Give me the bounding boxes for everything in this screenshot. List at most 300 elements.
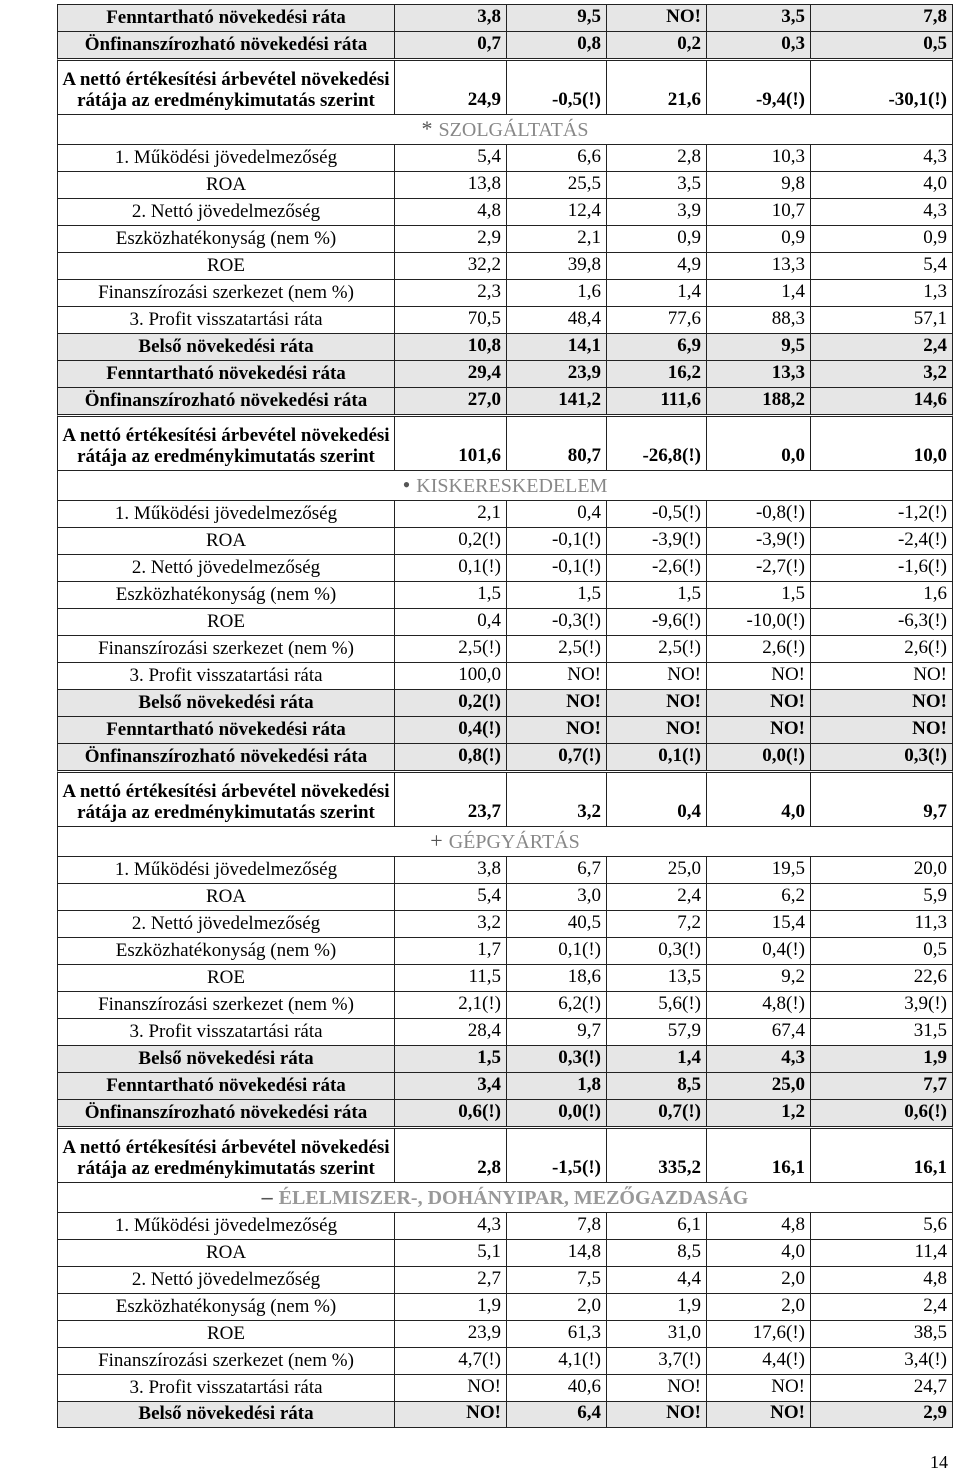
table-row <box>57 1401 953 1428</box>
section-title: GÉPGYÁRTÁS <box>448 831 580 853</box>
value-cell: 0,0(!) <box>506 1100 606 1126</box>
value-cell: 6,4 <box>506 1402 606 1427</box>
section-bullet-icon: + <box>430 828 443 853</box>
value-cell: 1,2 <box>706 1100 810 1126</box>
table-row <box>57 500 953 527</box>
value-cell: NO! <box>606 1375 706 1401</box>
value-cell: 1,6 <box>506 280 606 306</box>
value-cell: 23,9 <box>394 1321 506 1347</box>
value-cell: 16,1 <box>810 1129 952 1182</box>
value-cell: 4,8 <box>810 1267 952 1293</box>
value-cell: 4,3 <box>810 145 952 171</box>
row-label: 1. Működési jövedelmezőség <box>114 147 338 168</box>
value-cell: 20,0 <box>810 857 952 883</box>
table-row <box>57 333 953 360</box>
ratio-table <box>57 4 953 1428</box>
value-cell: 1,7 <box>394 938 506 964</box>
value-cell: 0,5 <box>810 32 952 58</box>
value-cell: 11,4 <box>810 1240 952 1266</box>
value-cell: 9,7 <box>810 773 952 826</box>
value-cell: 88,3 <box>706 307 810 333</box>
value-cell: NO! <box>394 1402 506 1427</box>
row-label-line: rátája az eredménykimutatás szerint <box>77 446 375 467</box>
value-cell: NO! <box>606 5 706 31</box>
table-row <box>57 608 953 635</box>
value-cell: 1,8 <box>506 1073 606 1099</box>
section-title: ÉLELMISZER-, DOHÁNYIPAR, MEZŐGAZDASÁG <box>278 1187 749 1209</box>
value-cell: 0,4 <box>506 501 606 527</box>
table-row <box>57 856 953 883</box>
value-cell: 7,7 <box>810 1073 952 1099</box>
value-cell: 2,0 <box>506 1294 606 1320</box>
value-cell: 3,9 <box>606 199 706 225</box>
value-cell: 3,5 <box>606 172 706 198</box>
table-row <box>57 1072 953 1099</box>
value-cell: 2,0 <box>706 1267 810 1293</box>
table-row <box>57 360 953 387</box>
row-label: 2. Nettó jövedelmezőség <box>131 557 321 578</box>
value-cell: 0,2(!) <box>394 528 506 554</box>
row-label: Finanszírozási szerkezet (nem %) <box>98 994 354 1015</box>
value-cell: 23,9 <box>506 361 606 387</box>
value-cell: 10,7 <box>706 199 810 225</box>
value-cell: 5,1 <box>394 1240 506 1266</box>
row-label: Eszközhatékonyság (nem %) <box>115 1296 337 1317</box>
value-cell: 1,6 <box>810 582 952 608</box>
value-cell: 39,8 <box>506 253 606 279</box>
row-label: Fenntartható növekedési ráta <box>106 7 346 28</box>
value-cell: 25,5 <box>506 172 606 198</box>
value-cell: 25,0 <box>606 857 706 883</box>
value-cell: 31,5 <box>810 1019 952 1045</box>
value-cell: 0,5 <box>810 938 952 964</box>
value-cell: 2,4 <box>810 334 952 360</box>
table-row <box>57 1045 953 1072</box>
value-cell: 2,8 <box>394 1129 506 1182</box>
row-label: Belső növekedési ráta <box>138 336 314 357</box>
value-cell: 1,4 <box>706 280 810 306</box>
section-bullet-icon: – <box>261 1184 273 1209</box>
value-cell: 1,5 <box>706 582 810 608</box>
value-cell: 1,9 <box>810 1046 952 1072</box>
table-row <box>57 581 953 608</box>
value-cell: 13,8 <box>394 172 506 198</box>
row-label: Fenntartható növekedési ráta <box>106 719 346 740</box>
section-bullet-icon: • <box>402 472 411 497</box>
value-cell: NO! <box>394 1375 506 1401</box>
value-cell: NO! <box>506 717 606 743</box>
row-label <box>58 61 394 114</box>
row-label: ROA <box>205 530 247 551</box>
table-row <box>57 144 953 171</box>
table-row <box>57 225 953 252</box>
value-cell: 2,6(!) <box>706 636 810 662</box>
value-cell: 4,8 <box>394 199 506 225</box>
value-cell: NO! <box>506 663 606 689</box>
table-row <box>57 662 953 689</box>
value-cell: 0,8 <box>506 32 606 58</box>
row-label: Finanszírozási szerkezet (nem %) <box>98 1350 354 1371</box>
value-cell: 17,6(!) <box>706 1321 810 1347</box>
table-row <box>57 31 953 58</box>
value-cell: 0,7 <box>394 32 506 58</box>
value-cell: 1,4 <box>606 1046 706 1072</box>
value-cell: 24,9 <box>394 61 506 114</box>
value-cell: 21,6 <box>606 61 706 114</box>
value-cell: 0,3(!) <box>606 938 706 964</box>
table-row <box>57 1099 953 1126</box>
value-cell: 13,3 <box>706 253 810 279</box>
value-cell: 3,0 <box>506 884 606 910</box>
value-cell: 5,4 <box>394 145 506 171</box>
value-cell: 3,7(!) <box>606 1348 706 1374</box>
value-cell: 67,4 <box>706 1019 810 1045</box>
row-label-line: A nettó értékesítési árbevétel növekedési <box>62 425 390 446</box>
value-cell: NO! <box>810 690 952 716</box>
value-cell: 6,6 <box>506 145 606 171</box>
row-label-line: rátája az eredménykimutatás szerint <box>77 90 375 111</box>
value-cell: -1,2(!) <box>810 501 952 527</box>
row-label: Eszközhatékonyság (nem %) <box>115 940 337 961</box>
value-cell: 7,2 <box>606 911 706 937</box>
value-cell: 141,2 <box>506 388 606 414</box>
value-cell: 0,4 <box>394 609 506 635</box>
value-cell: 5,9 <box>810 884 952 910</box>
value-cell: 2,1(!) <box>394 992 506 1018</box>
value-cell: 24,7 <box>810 1375 952 1401</box>
value-cell: 32,2 <box>394 253 506 279</box>
value-cell: -1,6(!) <box>810 555 952 581</box>
table-row <box>57 1018 953 1045</box>
section-header <box>57 826 953 856</box>
row-label: 2. Nettó jövedelmezőség <box>131 201 321 222</box>
value-cell: 3,8 <box>394 5 506 31</box>
value-cell: 0,6(!) <box>810 1100 952 1126</box>
value-cell: -10,0(!) <box>706 609 810 635</box>
value-cell: 0,3(!) <box>810 744 952 770</box>
row-label: Eszközhatékonyság (nem %) <box>115 584 337 605</box>
value-cell: 0,0 <box>706 417 810 470</box>
value-cell: 14,1 <box>506 334 606 360</box>
row-label: Fenntartható növekedési ráta <box>106 1075 346 1096</box>
value-cell: -2,7(!) <box>706 555 810 581</box>
value-cell: 80,7 <box>506 417 606 470</box>
table-row <box>57 1126 953 1182</box>
value-cell: 5,6 <box>810 1213 952 1239</box>
value-cell: 0,7(!) <box>506 744 606 770</box>
section-header <box>57 470 953 500</box>
value-cell: 16,2 <box>606 361 706 387</box>
row-label: Finanszírozási szerkezet (nem %) <box>98 282 354 303</box>
value-cell: 40,5 <box>506 911 606 937</box>
value-cell: 0,1(!) <box>506 938 606 964</box>
value-cell: 0,7(!) <box>606 1100 706 1126</box>
value-cell: 10,0 <box>810 417 952 470</box>
table-row <box>57 1239 953 1266</box>
value-cell: 0,0(!) <box>706 744 810 770</box>
value-cell: -0,1(!) <box>506 555 606 581</box>
table-row <box>57 171 953 198</box>
value-cell: NO! <box>606 717 706 743</box>
value-cell: -9,4(!) <box>706 61 810 114</box>
table-row <box>57 387 953 414</box>
value-cell: 18,6 <box>506 965 606 991</box>
value-cell: 4,7(!) <box>394 1348 506 1374</box>
value-cell: 9,7 <box>506 1019 606 1045</box>
value-cell: NO! <box>810 717 952 743</box>
value-cell: 13,5 <box>606 965 706 991</box>
row-label: 3. Profit visszatartási ráta <box>129 1377 323 1398</box>
row-label: ROE <box>207 1323 245 1344</box>
value-cell: 0,4(!) <box>706 938 810 964</box>
section-header <box>57 114 953 144</box>
value-cell: 5,4 <box>394 884 506 910</box>
value-cell: 2,3 <box>394 280 506 306</box>
value-cell: 2,5(!) <box>606 636 706 662</box>
value-cell: 1,9 <box>606 1294 706 1320</box>
table-row <box>57 1347 953 1374</box>
row-label: 1. Működési jövedelmezőség <box>114 859 338 880</box>
page-number: 14 <box>930 1452 948 1472</box>
row-label: 1. Működési jövedelmezőség <box>114 503 338 524</box>
table-row <box>57 635 953 662</box>
row-label: Belső növekedési ráta <box>138 1048 314 1069</box>
value-cell: -0,3(!) <box>506 609 606 635</box>
value-cell: 4,0 <box>810 172 952 198</box>
row-label: Önfinanszírozható növekedési ráta <box>84 390 368 411</box>
table-row <box>57 743 953 770</box>
section-bullet-icon: * <box>421 116 433 141</box>
value-cell: -9,6(!) <box>606 609 706 635</box>
row-label: 3. Profit visszatartási ráta <box>129 309 323 330</box>
value-cell: 5,6(!) <box>606 992 706 1018</box>
row-label: 3. Profit visszatartási ráta <box>129 1021 323 1042</box>
row-label: Önfinanszírozható növekedési ráta <box>84 34 368 55</box>
row-label: 3. Profit visszatartási ráta <box>129 665 323 686</box>
table-row <box>57 1374 953 1401</box>
table-row <box>57 1212 953 1239</box>
row-label: Belső növekedési ráta <box>138 1403 314 1424</box>
value-cell: 23,7 <box>394 773 506 826</box>
value-cell: 2,8 <box>606 145 706 171</box>
value-cell: 1,4 <box>606 280 706 306</box>
value-cell: 3,4 <box>394 1073 506 1099</box>
table-row <box>57 198 953 225</box>
value-cell: 38,5 <box>810 1321 952 1347</box>
table-row <box>57 964 953 991</box>
value-cell: 12,4 <box>506 199 606 225</box>
value-cell: NO! <box>706 690 810 716</box>
value-cell: 0,9 <box>606 226 706 252</box>
row-label: Belső növekedési ráta <box>138 692 314 713</box>
value-cell: NO! <box>706 717 810 743</box>
section-title: SZOLGÁLTATÁS <box>438 119 589 141</box>
value-cell: 3,5 <box>706 5 810 31</box>
value-cell: 4,8(!) <box>706 992 810 1018</box>
value-cell: 48,4 <box>506 307 606 333</box>
value-cell: 0,6(!) <box>394 1100 506 1126</box>
row-label-line: A nettó értékesítési árbevétel növekedési <box>62 69 390 90</box>
value-cell: 4,0 <box>706 1240 810 1266</box>
value-cell: 2,1 <box>506 226 606 252</box>
table-row <box>57 883 953 910</box>
value-cell: 2,4 <box>606 884 706 910</box>
value-cell: -2,6(!) <box>606 555 706 581</box>
value-cell: -1,5(!) <box>506 1129 606 1182</box>
row-label-line: A nettó értékesítési árbevétel növekedési <box>62 781 390 802</box>
value-cell: 4,3 <box>706 1046 810 1072</box>
value-cell: 2,7 <box>394 1267 506 1293</box>
value-cell: 3,4(!) <box>810 1348 952 1374</box>
value-cell: 6,7 <box>506 857 606 883</box>
value-cell: 4,1(!) <box>506 1348 606 1374</box>
value-cell: 3,8 <box>394 857 506 883</box>
value-cell: 14,8 <box>506 1240 606 1266</box>
value-cell: 9,8 <box>706 172 810 198</box>
value-cell: 70,5 <box>394 307 506 333</box>
value-cell: 8,5 <box>606 1073 706 1099</box>
value-cell: 11,5 <box>394 965 506 991</box>
row-label: Fenntartható növekedési ráta <box>106 363 346 384</box>
value-cell: 2,4 <box>810 1294 952 1320</box>
value-cell: 2,9 <box>394 226 506 252</box>
value-cell: 0,4(!) <box>394 717 506 743</box>
value-cell: 0,1(!) <box>394 555 506 581</box>
table-row <box>57 4 953 31</box>
value-cell: 111,6 <box>606 388 706 414</box>
value-cell: 5,4 <box>810 253 952 279</box>
value-cell: 15,4 <box>706 911 810 937</box>
value-cell: 1,5 <box>394 582 506 608</box>
value-cell: 14,6 <box>810 388 952 414</box>
value-cell: 28,4 <box>394 1019 506 1045</box>
row-label: ROA <box>205 174 247 195</box>
table-row <box>57 689 953 716</box>
value-cell: 6,2(!) <box>506 992 606 1018</box>
value-cell: -2,4(!) <box>810 528 952 554</box>
row-label: ROE <box>207 967 245 988</box>
value-cell: -30,1(!) <box>810 61 952 114</box>
table-row <box>57 414 953 470</box>
value-cell: 0,8(!) <box>394 744 506 770</box>
value-cell: 19,5 <box>706 857 810 883</box>
value-cell: -0,5(!) <box>606 501 706 527</box>
value-cell: NO! <box>810 663 952 689</box>
value-cell: 0,2(!) <box>394 690 506 716</box>
value-cell: 1,9 <box>394 1294 506 1320</box>
value-cell: 2,1 <box>394 501 506 527</box>
table-row <box>57 1320 953 1347</box>
value-cell: 9,2 <box>706 965 810 991</box>
value-cell: 0,3 <box>706 32 810 58</box>
value-cell: 2,0 <box>706 1294 810 1320</box>
value-cell: 1,5 <box>394 1046 506 1072</box>
table-row <box>57 910 953 937</box>
value-cell: 4,4 <box>606 1267 706 1293</box>
value-cell: 0,1(!) <box>606 744 706 770</box>
value-cell: 188,2 <box>706 388 810 414</box>
row-label: 2. Nettó jövedelmezőség <box>131 913 321 934</box>
row-label <box>58 417 394 470</box>
value-cell: 6,1 <box>606 1213 706 1239</box>
table-row <box>57 1266 953 1293</box>
row-label: 1. Működési jövedelmezőség <box>114 1215 338 1236</box>
value-cell: 25,0 <box>706 1073 810 1099</box>
value-cell: 6,2 <box>706 884 810 910</box>
row-label: Finanszírozási szerkezet (nem %) <box>98 638 354 659</box>
value-cell: 3,2 <box>394 911 506 937</box>
value-cell: 4,3 <box>394 1213 506 1239</box>
value-cell: 4,4(!) <box>706 1348 810 1374</box>
value-cell: 7,8 <box>810 5 952 31</box>
value-cell: 4,9 <box>606 253 706 279</box>
table-row <box>57 937 953 964</box>
value-cell: 4,8 <box>706 1213 810 1239</box>
value-cell: 4,3 <box>810 199 952 225</box>
table-row <box>57 527 953 554</box>
value-cell: 2,9 <box>810 1402 952 1427</box>
value-cell: 57,9 <box>606 1019 706 1045</box>
value-cell: 4,0 <box>706 773 810 826</box>
table-row <box>57 716 953 743</box>
value-cell: -0,8(!) <box>706 501 810 527</box>
section-title: KISKERESKEDELEM <box>416 475 608 497</box>
row-label: Önfinanszírozható növekedési ráta <box>84 746 368 767</box>
value-cell: 335,2 <box>606 1129 706 1182</box>
value-cell: 1,5 <box>506 582 606 608</box>
value-cell: 6,9 <box>606 334 706 360</box>
value-cell: 0,9 <box>810 226 952 252</box>
value-cell: -0,5(!) <box>506 61 606 114</box>
value-cell: 3,2 <box>810 361 952 387</box>
value-cell: NO! <box>706 1375 810 1401</box>
value-cell: 13,3 <box>706 361 810 387</box>
value-cell: NO! <box>506 690 606 716</box>
value-cell: 7,5 <box>506 1267 606 1293</box>
row-label: Eszközhatékonyság (nem %) <box>115 228 337 249</box>
value-cell: 77,6 <box>606 307 706 333</box>
value-cell: 1,5 <box>606 582 706 608</box>
value-cell: 31,0 <box>606 1321 706 1347</box>
value-cell: 29,4 <box>394 361 506 387</box>
value-cell: 0,4 <box>606 773 706 826</box>
row-label-line: A nettó értékesítési árbevétel növekedési <box>62 1137 390 1158</box>
value-cell: 22,6 <box>810 965 952 991</box>
value-cell: 9,5 <box>506 5 606 31</box>
value-cell: 2,6(!) <box>810 636 952 662</box>
row-label: ROA <box>205 1242 247 1263</box>
value-cell: 0,2 <box>606 32 706 58</box>
value-cell: 9,5 <box>706 334 810 360</box>
value-cell: 57,1 <box>810 307 952 333</box>
section-header <box>57 1182 953 1212</box>
value-cell: 27,0 <box>394 388 506 414</box>
row-label: ROE <box>207 255 245 276</box>
value-cell: -6,3(!) <box>810 609 952 635</box>
value-cell: NO! <box>706 663 810 689</box>
table-row <box>57 306 953 333</box>
table-row <box>57 1293 953 1320</box>
value-cell: 7,8 <box>506 1213 606 1239</box>
row-label-line: rátája az eredménykimutatás szerint <box>77 802 375 823</box>
row-label-line: rátája az eredménykimutatás szerint <box>77 1158 375 1179</box>
table-row <box>57 554 953 581</box>
value-cell: 100,0 <box>394 663 506 689</box>
value-cell: 40,6 <box>506 1375 606 1401</box>
table-row <box>57 58 953 114</box>
row-label: ROA <box>205 886 247 907</box>
value-cell: 61,3 <box>506 1321 606 1347</box>
